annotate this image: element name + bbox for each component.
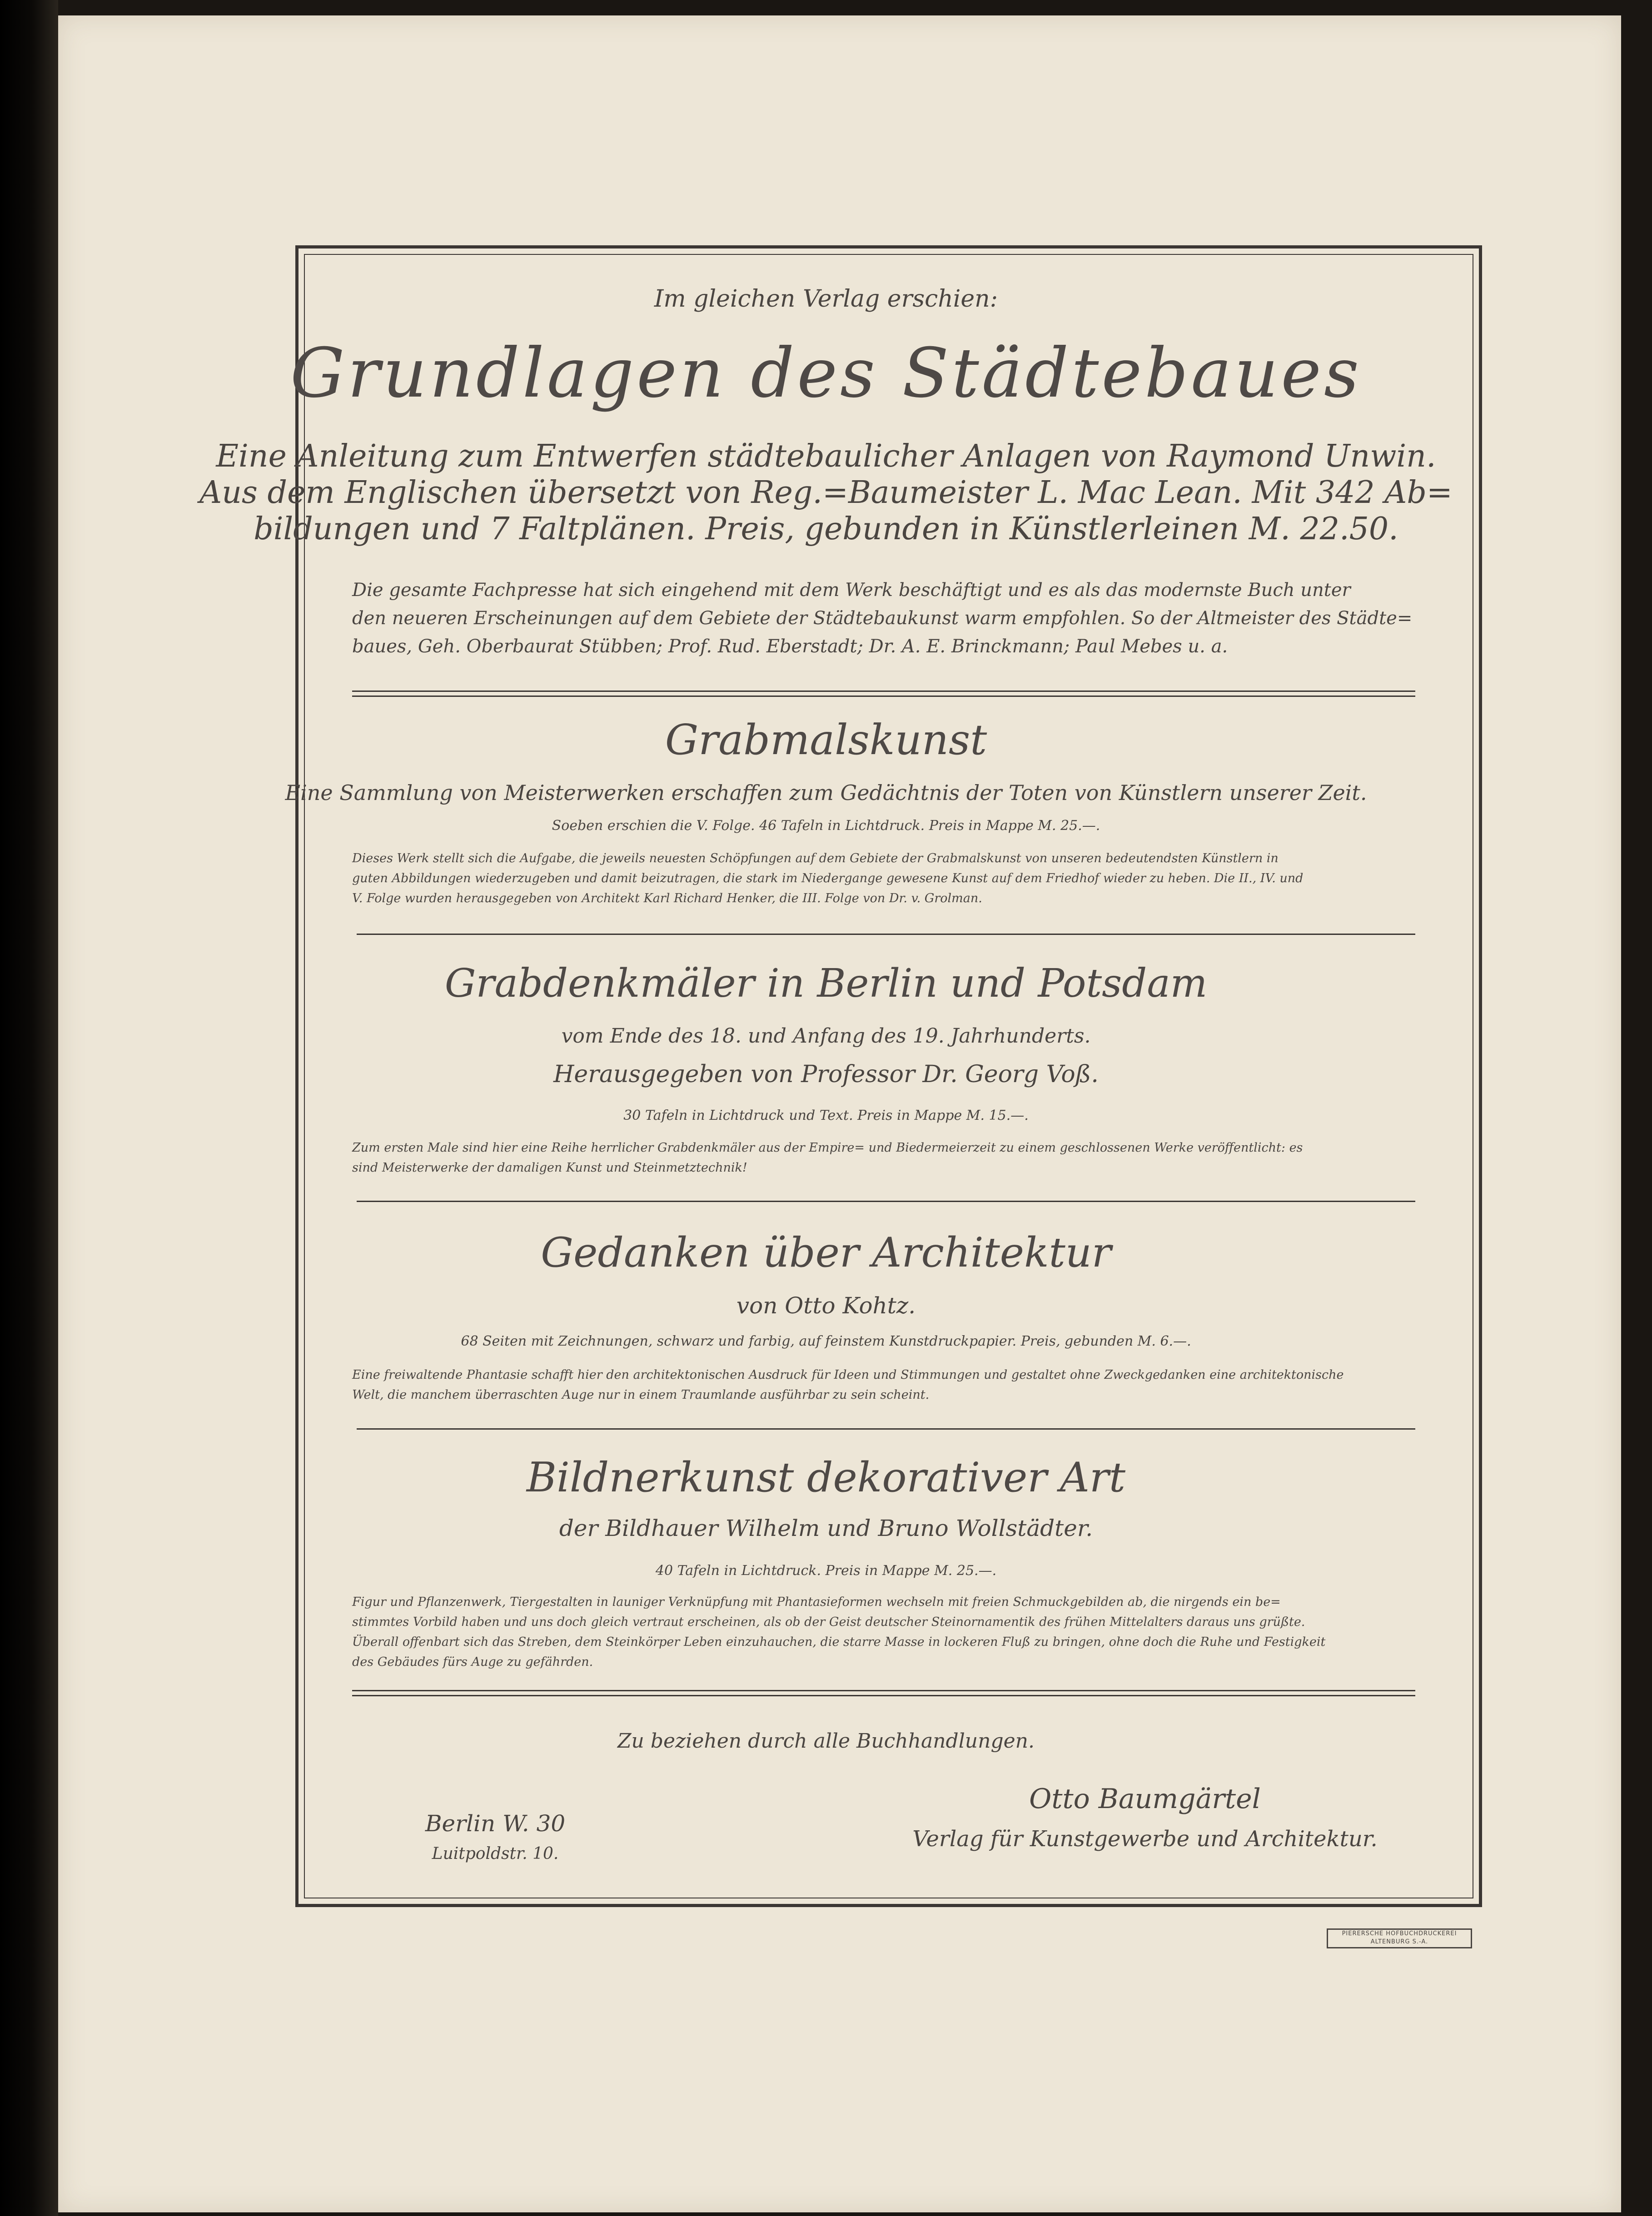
book-info-grabdenkmaeler: 30 Tafeln in Lichtdruck und Text. Preis in Mappe M. 15.—. — [623, 1108, 1029, 1123]
book-description-line: V. Folge wurden herausgegeben von Architekt Karl Richard Henker, die III. Folge von Dr. v. Grolman. — [352, 891, 982, 905]
divider-rule — [357, 934, 1415, 935]
book-subtitle-gedanken: von Otto Kohtz. — [736, 1292, 916, 1319]
main-subtitle-line-2: Aus dem Englischen übersetzt von Reg.=Baumeister L. Mac Lean. Mit 342 Ab= — [199, 475, 1453, 511]
main-description-line-2: den neueren Erscheinungen auf dem Gebiete der Städtebaukunst warm empfohlen. So der Altmeister des Städte= — [352, 608, 1413, 629]
main-subtitle-line-1: Eine Anleitung zum Entwerfen städtebaulicher Anlagen von Raymond Unwin. — [216, 438, 1436, 474]
book-info-bildnerkunst: 40 Tafeln in Lichtdruck. Preis in Mappe M. 25.—. — [655, 1563, 997, 1579]
divider-rule — [357, 1201, 1415, 1202]
book-description-line: Überall offenbart sich das Streben, dem Steinkörper Leben einzuhauchen, die starre Masse in lockeren Fluß zu bringen, ohne doch die Ruhe und Festigkeit — [352, 1635, 1326, 1649]
printer-stamp-line-2: ALTENBURG S.-A. — [1370, 1938, 1428, 1945]
book-description-line: Figur und Pflanzenwerk, Tiergestalten in launiger Verknüpfung mit Phantasieformen wechseln mit freien Schmuckgebilden ab, die nirgends ein be= — [352, 1595, 1281, 1609]
book-description-grabmalskunst — [352, 849, 1415, 909]
book-subtitle-grabdenkmaeler: vom Ende des 18. und Anfang des 19. Jahrhunderts. — [561, 1024, 1091, 1048]
book-title-grabdenkmaeler: Grabdenkmäler in Berlin und Potsdam — [444, 961, 1208, 1006]
book-description-line: stimmtes Vorbild haben und uns doch gleich vertraut erscheinen, als ob der Geist deutscher Steinornamentik des frühen Mittelalters daraus uns grüßte. — [352, 1615, 1305, 1629]
publisher-description: Verlag für Kunstgewerbe und Architektur. — [912, 1826, 1378, 1852]
book-description-line: Eine freiwaltende Phantasie schafft hier den architektonischen Ausdruck für Ideen und Stimmungen und gestaltet ohne Zweckgedanken eine architektonische — [352, 1368, 1344, 1382]
book-title-grabmalskunst: Grabmalskunst — [665, 715, 987, 764]
book-subtitle-bildnerkunst: der Bildhauer Wilhelm und Bruno Wollstädter. — [559, 1515, 1093, 1541]
book-description-line: Welt, die manchem überraschten Auge nur in einem Traumlande ausführbar zu sein scheint. — [352, 1388, 930, 1402]
book-subtitle-grabmalskunst: Eine Sammlung von Meisterwerken erschaffen zum Gedächtnis der Toten von Künstlern unserer Zeit. — [285, 780, 1367, 805]
main-description — [352, 576, 1415, 661]
book-editor-grabdenkmaeler: Herausgegeben von Professor Dr. Georg Voß. — [553, 1061, 1099, 1088]
city-address: Berlin W. 30 — [425, 1810, 566, 1837]
publisher-name: Otto Baumgärtel — [1029, 1783, 1261, 1815]
book-info-gedanken: 68 Seiten mit Zeichnungen, schwarz und farbig, auf feinstem Kunstdruckpapier. Preis, gebunden M. 6.—. — [461, 1333, 1191, 1349]
book-info-grabmalskunst: Soeben erschien die V. Folge. 46 Tafeln in Lichtdruck. Preis in Mappe M. 25.—. — [552, 818, 1100, 834]
main-description-line-3: baues, Geh. Oberbaurat Stübben; Prof. Rud. Eberstadt; Dr. A. E. Brinckmann; Paul Mebes u. a. — [352, 636, 1228, 657]
street-address: Luitpoldstr. 10. — [432, 1844, 559, 1863]
book-title-bildnerkunst: Bildnerkunst dekorativer Art — [526, 1454, 1126, 1501]
divider-rule — [357, 1428, 1415, 1430]
book-description-line: Dieses Werk stellt sich die Aufgabe, die jeweils neuesten Schöpfungen auf dem Gebiete der Grabmalskunst von unseren bedeutendsten Künstlern in — [352, 851, 1279, 865]
main-subtitle-line-3: bildungen und 7 Faltplänen. Preis, gebunden in Künstlerleinen M. 22.50. — [254, 511, 1398, 547]
double-rule-divider — [352, 1690, 1415, 1696]
intro-text: Im gleichen Verlag erschien: — [654, 285, 998, 313]
book-description-gedanken — [352, 1365, 1415, 1405]
book-description-line: guten Abbildungen wiederzugeben und damit beizutragen, die stark im Niedergange gewesene Kunst auf dem Friedhof wieder zu heben. Die II., IV. und — [352, 871, 1304, 885]
book-description-line: des Gebäudes fürs Auge zu gefährden. — [352, 1655, 593, 1669]
availability-text: Zu beziehen durch alle Buchhandlungen. — [617, 1729, 1035, 1753]
book-description-grabdenkmaeler — [352, 1138, 1415, 1178]
printer-stamp — [1327, 1928, 1472, 1948]
main-title: Grundlagen des Städtebaues — [290, 334, 1362, 413]
main-description-line-1: Die gesamte Fachpresse hat sich eingehend mit dem Werk beschäftigt und es als das modernste Buch unter — [352, 580, 1351, 601]
book-title-gedanken: Gedanken über Architektur — [541, 1229, 1111, 1277]
book-description-line: sind Meisterwerke der damaligen Kunst und Steinmetztechnik! — [352, 1161, 747, 1175]
book-description-bildnerkunst — [352, 1592, 1415, 1672]
book-description-line: Zum ersten Male sind hier eine Reihe herrlicher Grabdenkmäler aus der Empire= und Biedermeierzeit zu einem geschlossenen Werke veröffentlicht: es — [352, 1141, 1303, 1155]
double-rule-divider — [352, 691, 1415, 697]
printer-stamp-line-1: PIERERSCHE HOFBUCHDRUCKEREI — [1342, 1930, 1457, 1937]
